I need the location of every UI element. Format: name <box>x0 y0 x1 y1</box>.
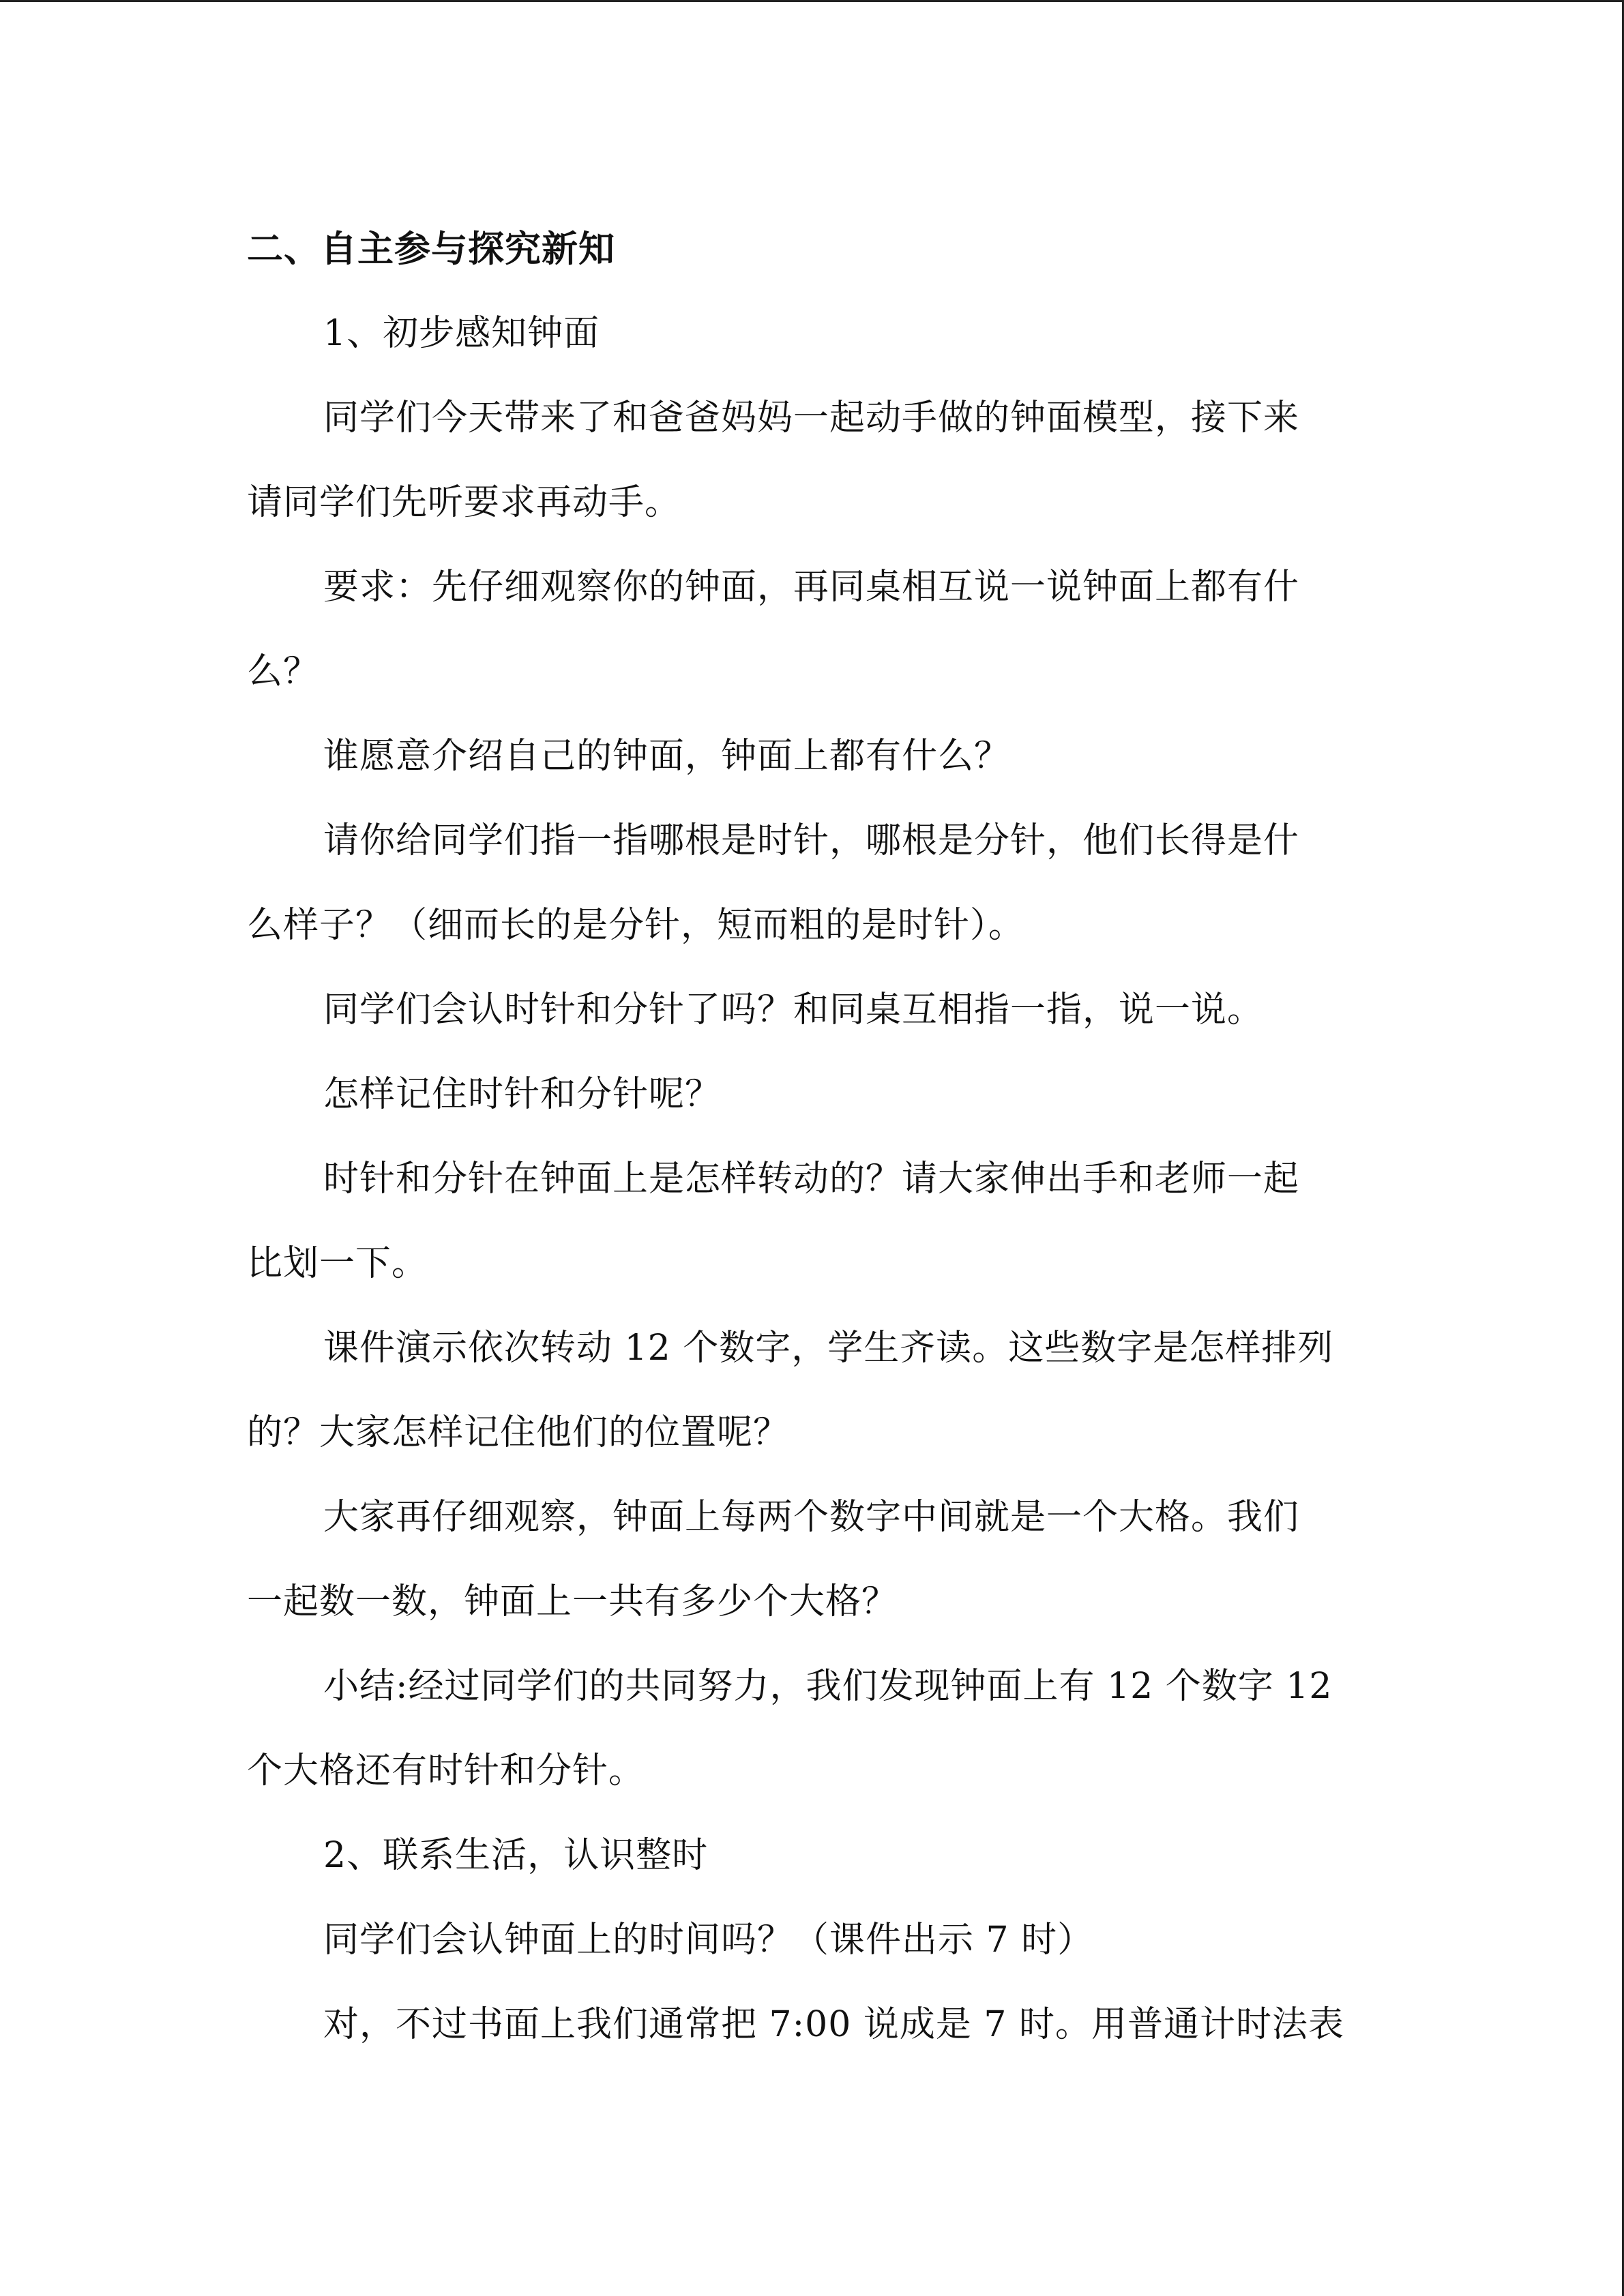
paragraph-line: 时针和分针在钟面上是怎样转动的？请大家伸出手和老师一起 <box>323 1159 1300 1199</box>
paragraph-line: 比划一下。 <box>247 1243 428 1284</box>
paragraph-line: 同学们会认时针和分针了吗？和同桌互相指一指，说一说。 <box>323 989 1264 1030</box>
section-heading: 二、自主参与探究新知 <box>247 228 615 270</box>
paragraph-line: 么？ <box>247 651 320 692</box>
paragraph-line: 大家再仔细观察，钟面上每两个数字中间就是一个大格。我们 <box>323 1497 1300 1538</box>
paragraph-line: 同学们今天带来了和爸爸妈妈一起动手做的钟面模型，接下来 <box>323 398 1300 438</box>
summary-line: 小结:经过同学们的共同努力，我们发现钟面上有 12 个数字 12 <box>323 1666 1333 1707</box>
paragraph-line: 要求：先仔细观察你的钟面，再同桌相互说一说钟面上都有什 <box>323 567 1300 608</box>
paragraph-line: 怎样记住时针和分针呢？ <box>323 1074 722 1115</box>
paragraph-line: 请你给同学们指一指哪根是时针，哪根是分针，他们长得是什 <box>323 820 1300 861</box>
subsection-heading: 1、初步感知钟面 <box>323 313 600 354</box>
paragraph-line: 一起数一数，钟面上一共有多少个大格？ <box>247 1581 898 1622</box>
paragraph-line: 么样子？（细而长的是分针，短而粗的是时针）。 <box>247 905 1025 946</box>
paragraph-line: 谁愿意介绍自己的钟面，钟面上都有什么？ <box>323 736 1011 777</box>
summary-line: 个大格还有时针和分针。 <box>247 1750 645 1791</box>
paragraph-line: 对，不过书面上我们通常把 7:00 说成是 7 时。用普通计时法表 <box>323 2004 1344 2045</box>
paragraph-line: 请同学们先听要求再动手。 <box>247 482 681 523</box>
paragraph-line: 课件演示依次转动 12 个数字，学生齐读。这些数字是怎样排列 <box>323 1328 1334 1369</box>
document-body <box>247 207 1379 2067</box>
paragraph-line: 的？大家怎样记住他们的位置呢？ <box>247 1412 790 1453</box>
subsection-heading: 2、联系生活，认识整时 <box>323 1835 709 1876</box>
paragraph-line: 同学们会认钟面上的时间吗？（课件出示 7 时） <box>323 1920 1094 1960</box>
